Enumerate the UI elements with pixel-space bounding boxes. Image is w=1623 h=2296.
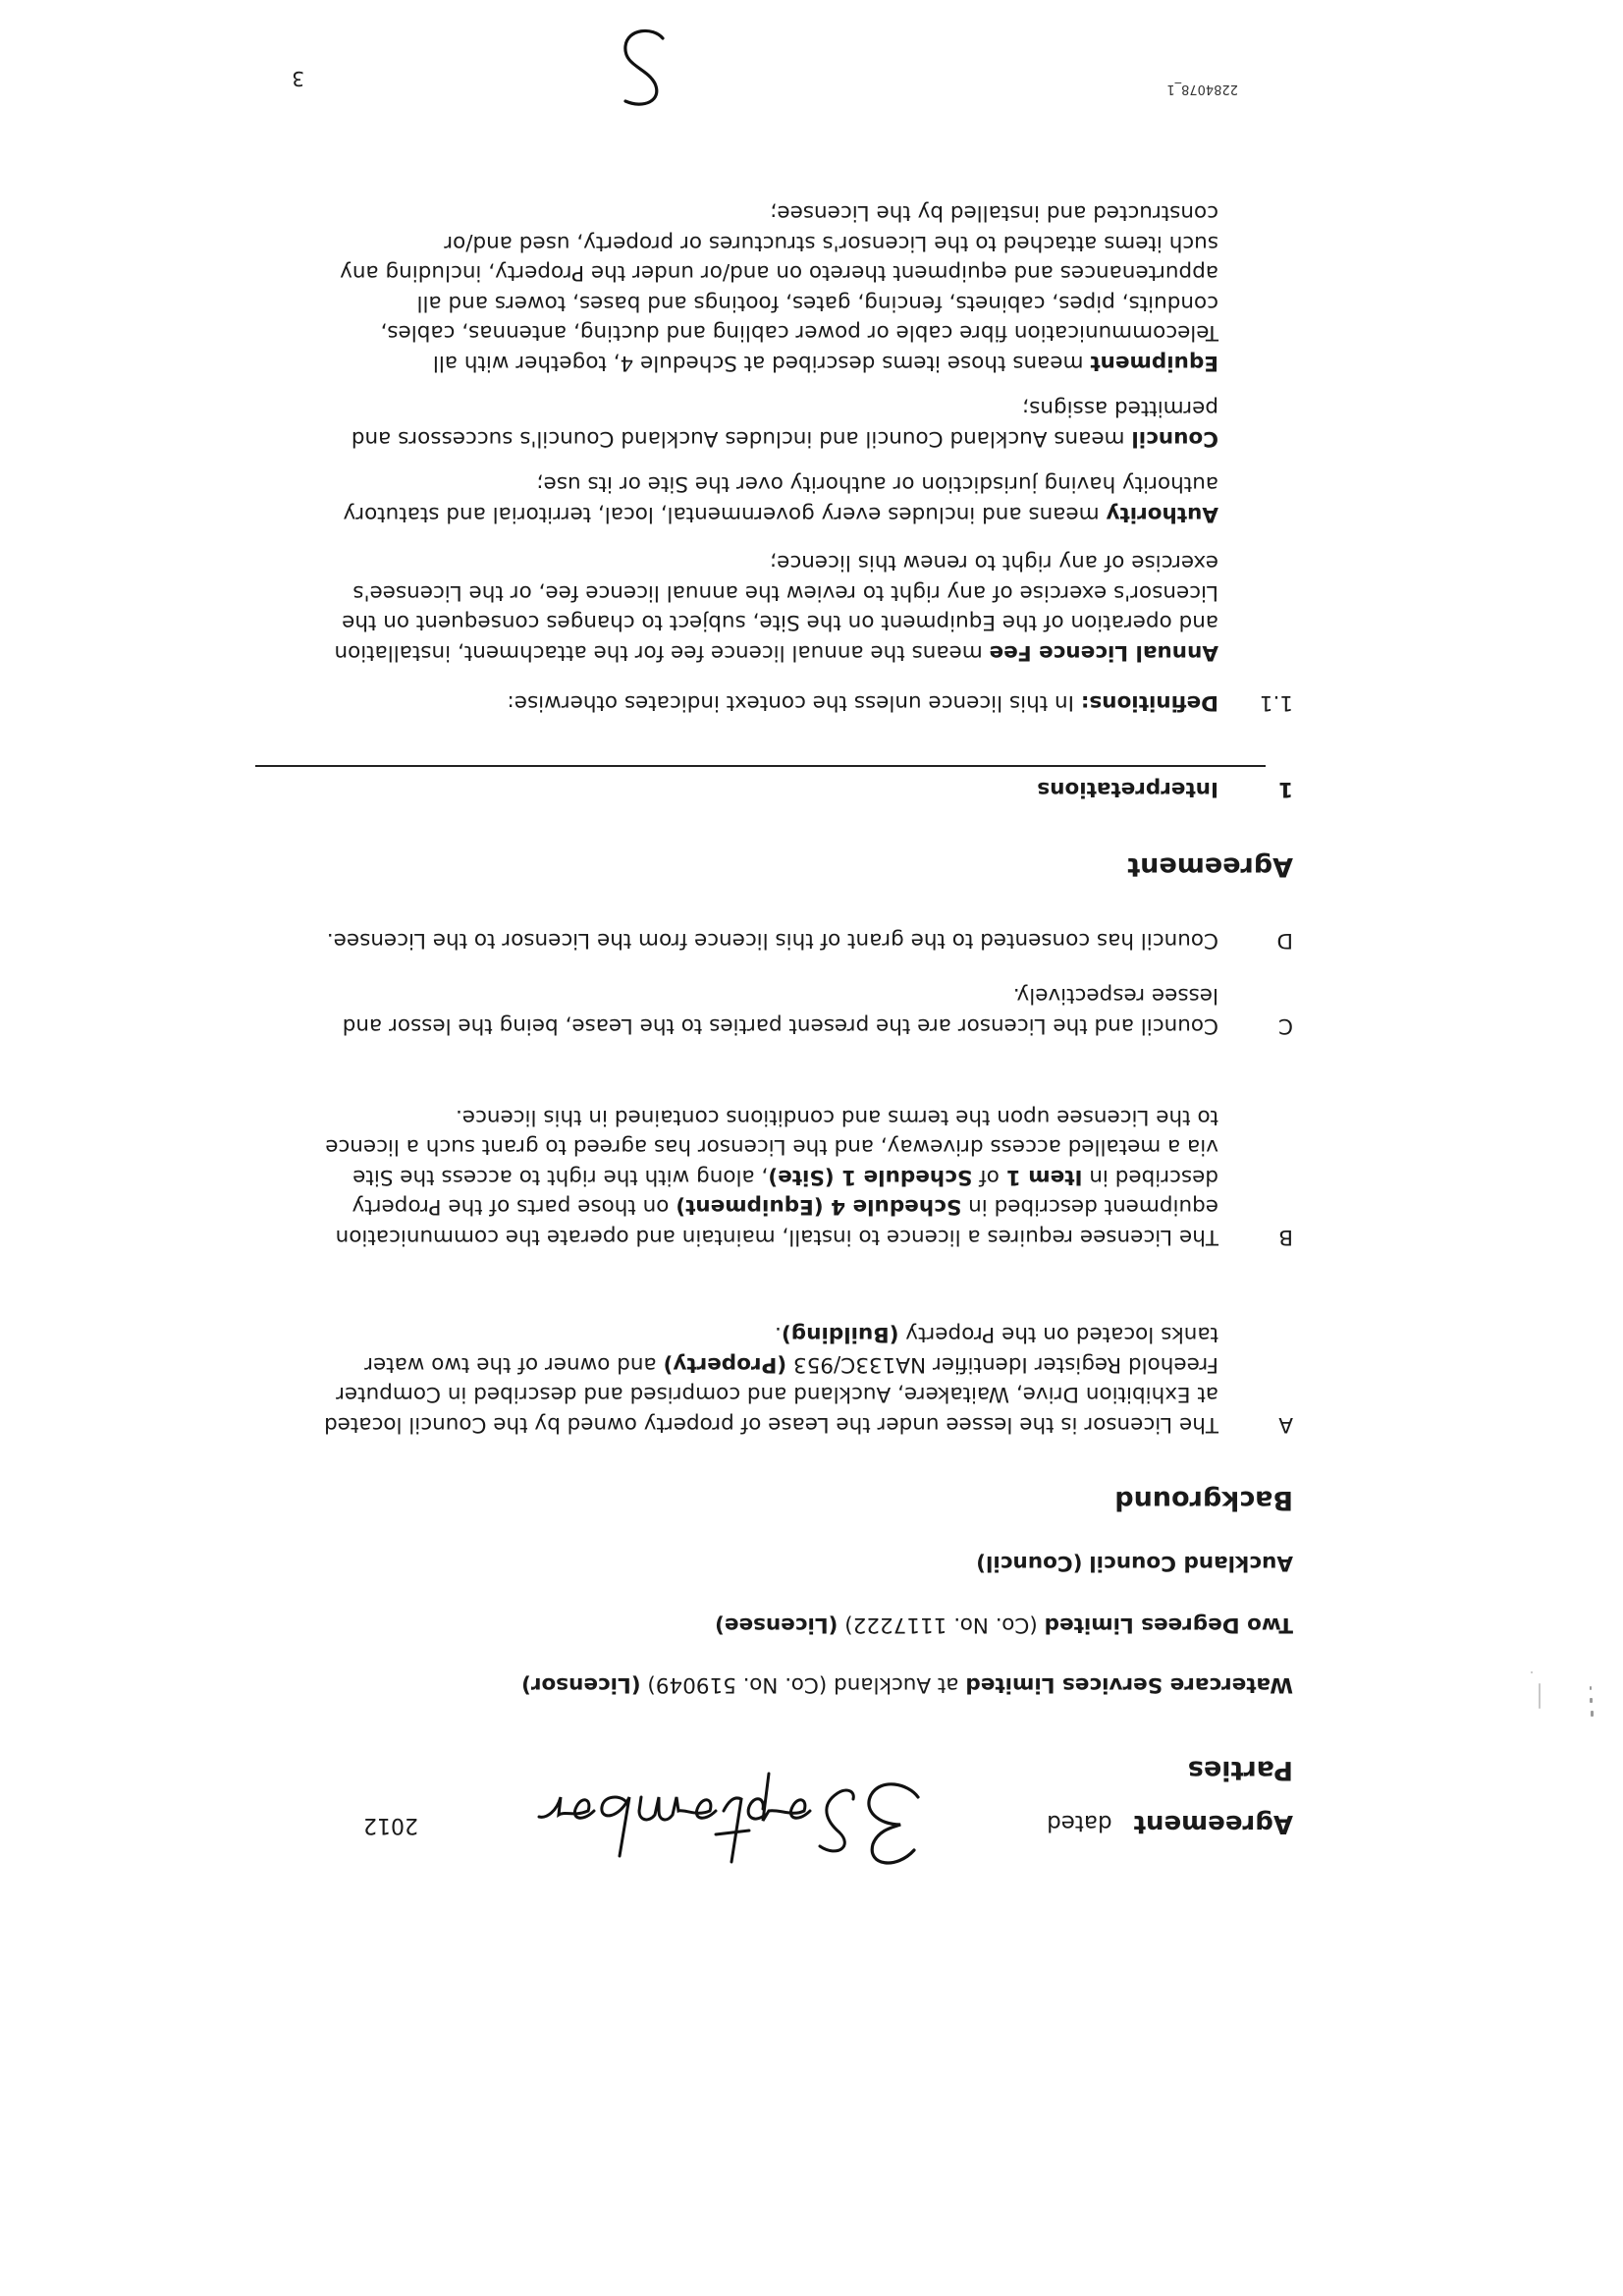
clause-intro	[508, 690, 1218, 715]
clause-number: 1.1	[1259, 690, 1293, 715]
recital-text-run: Council has consented to the grant of this licence from the Licensor to the Licensee.	[326, 928, 1218, 953]
agreement-word: Agreement	[1133, 1809, 1293, 1838]
party-detail: (Co. No. 1117222)	[838, 1613, 1045, 1637]
handwritten-initials-graphic	[614, 23, 673, 111]
agreement-heading: Agreement	[1127, 851, 1293, 882]
definition-annual-licence-fee	[315, 547, 1218, 667]
clause-label: Definitions:	[1080, 690, 1218, 715]
section-divider	[255, 765, 1266, 767]
document-id: 2284078_1	[1166, 82, 1238, 96]
recital-text-run: , along with the right to access the Site via a metalled access driveway, and the Licensor has agreed to grant such a licence to the Licensee upon the terms and conditions contained in this licence.	[325, 1105, 1218, 1189]
recital-text-run: The Licensor is the lessee under the Lease of property owned by the Council located at Exhibition Drive, Waitakere, Auckland and comprised and described in Computer Freehold Register Identifier NA133C/953	[324, 1352, 1218, 1437]
recital-bold-term: Schedule 4 (Equipment)	[676, 1194, 962, 1220]
party-role: (Council)	[976, 1551, 1083, 1575]
recital-text-run: The Licensee requires a licence to install, maintain and operate the communication equipment described in	[335, 1194, 1218, 1249]
party-name: Auckland Council	[1089, 1551, 1293, 1575]
definition-equipment	[315, 197, 1218, 377]
party-role: (Licensor)	[521, 1672, 641, 1697]
definition-term: Authority	[1106, 502, 1218, 526]
recital-text	[315, 980, 1218, 1040]
recital-text	[315, 1319, 1218, 1439]
recital-text-run: and owner of the two water tanks located on the Property	[364, 1322, 1218, 1377]
agreement-year: 2012	[363, 1813, 418, 1837]
recital-text-run: .	[775, 1322, 782, 1347]
definition-term: Annual Licence Fee	[989, 640, 1218, 665]
definition-text: means those items described at Schedule 4, together with all Telecommunication fibre cable or power cabling and ducting, antennas, cables, conduits, pipes, cabinets, fencing, gates, footings and bases, towers and all appurtenances and equipment thereto on and/or under the Property, including any such items attached to the Licensor's structures or property, used and/or constructed and installed by the Licensee;	[340, 200, 1218, 375]
recital-text	[315, 1102, 1218, 1252]
party-licensee	[715, 1613, 1293, 1637]
clause-text: In this licence unless the context indicates otherwise:	[507, 690, 1081, 715]
recital-bold-term: Item 1	[1005, 1165, 1083, 1189]
definition-text: means Auckland Council and includes Auckland Council's successors and permitted assigns;	[351, 396, 1218, 451]
agreement-dated-line	[1047, 1809, 1293, 1838]
party-licensor	[521, 1672, 1293, 1697]
parties-heading: Parties	[1187, 1755, 1293, 1785]
recital-letter: A	[1278, 1412, 1293, 1437]
definition-term: Council	[1131, 426, 1218, 451]
section-title: Interpretations	[1037, 777, 1218, 801]
party-council	[976, 1551, 1293, 1575]
background-heading: Background	[1114, 1485, 1293, 1515]
page-number: 3	[292, 67, 304, 90]
party-detail	[1082, 1551, 1089, 1575]
recital-letter: C	[1277, 1013, 1293, 1038]
dated-word: dated	[1047, 1810, 1112, 1835]
recital-text-run: Council and the Licensor are the present parties to the Lease, being the lessor and lessee respectively.	[342, 983, 1218, 1038]
party-role: (Licensee)	[715, 1613, 839, 1637]
handwritten-date-graphic	[533, 1772, 936, 1880]
party-name: Watercare Services Limited	[965, 1672, 1293, 1697]
definition-text: means and includes every governmental, local, territorial and statutory authority having jurisdiction or authority over the Site or its use;	[343, 471, 1218, 526]
recital-bold-term: (Building)	[781, 1322, 899, 1347]
recital-text-run: on those parts of the Property described in	[352, 1165, 1218, 1220]
party-name: Two Degrees Limited	[1044, 1613, 1293, 1637]
definition-authority	[315, 468, 1218, 528]
recital-bold-term: Schedule 1 (Site)	[768, 1165, 973, 1189]
recital-bold-term: (Property)	[663, 1352, 787, 1377]
recital-letter: D	[1276, 928, 1293, 953]
definition-term: Equipment	[1090, 351, 1218, 375]
handwritten-initials	[614, 19, 673, 111]
recital-letter: B	[1278, 1225, 1293, 1249]
recital-text-run: of	[972, 1165, 1006, 1189]
handwritten-date-signature	[533, 1768, 936, 1880]
section-number: 1	[1278, 777, 1293, 801]
definition-council	[315, 393, 1218, 453]
definition-text: means the annual licence fee for the attachment, installation and operation of the Equipment on the Site, subject to changes consequent on the Licensor's exercise of any right to review the annual licence fee, or the Licensee's exercise of any right to renew this licence;	[334, 550, 1218, 665]
party-detail: at Auckland (Co. No. 519049)	[640, 1672, 966, 1697]
recital-text	[315, 925, 1218, 956]
